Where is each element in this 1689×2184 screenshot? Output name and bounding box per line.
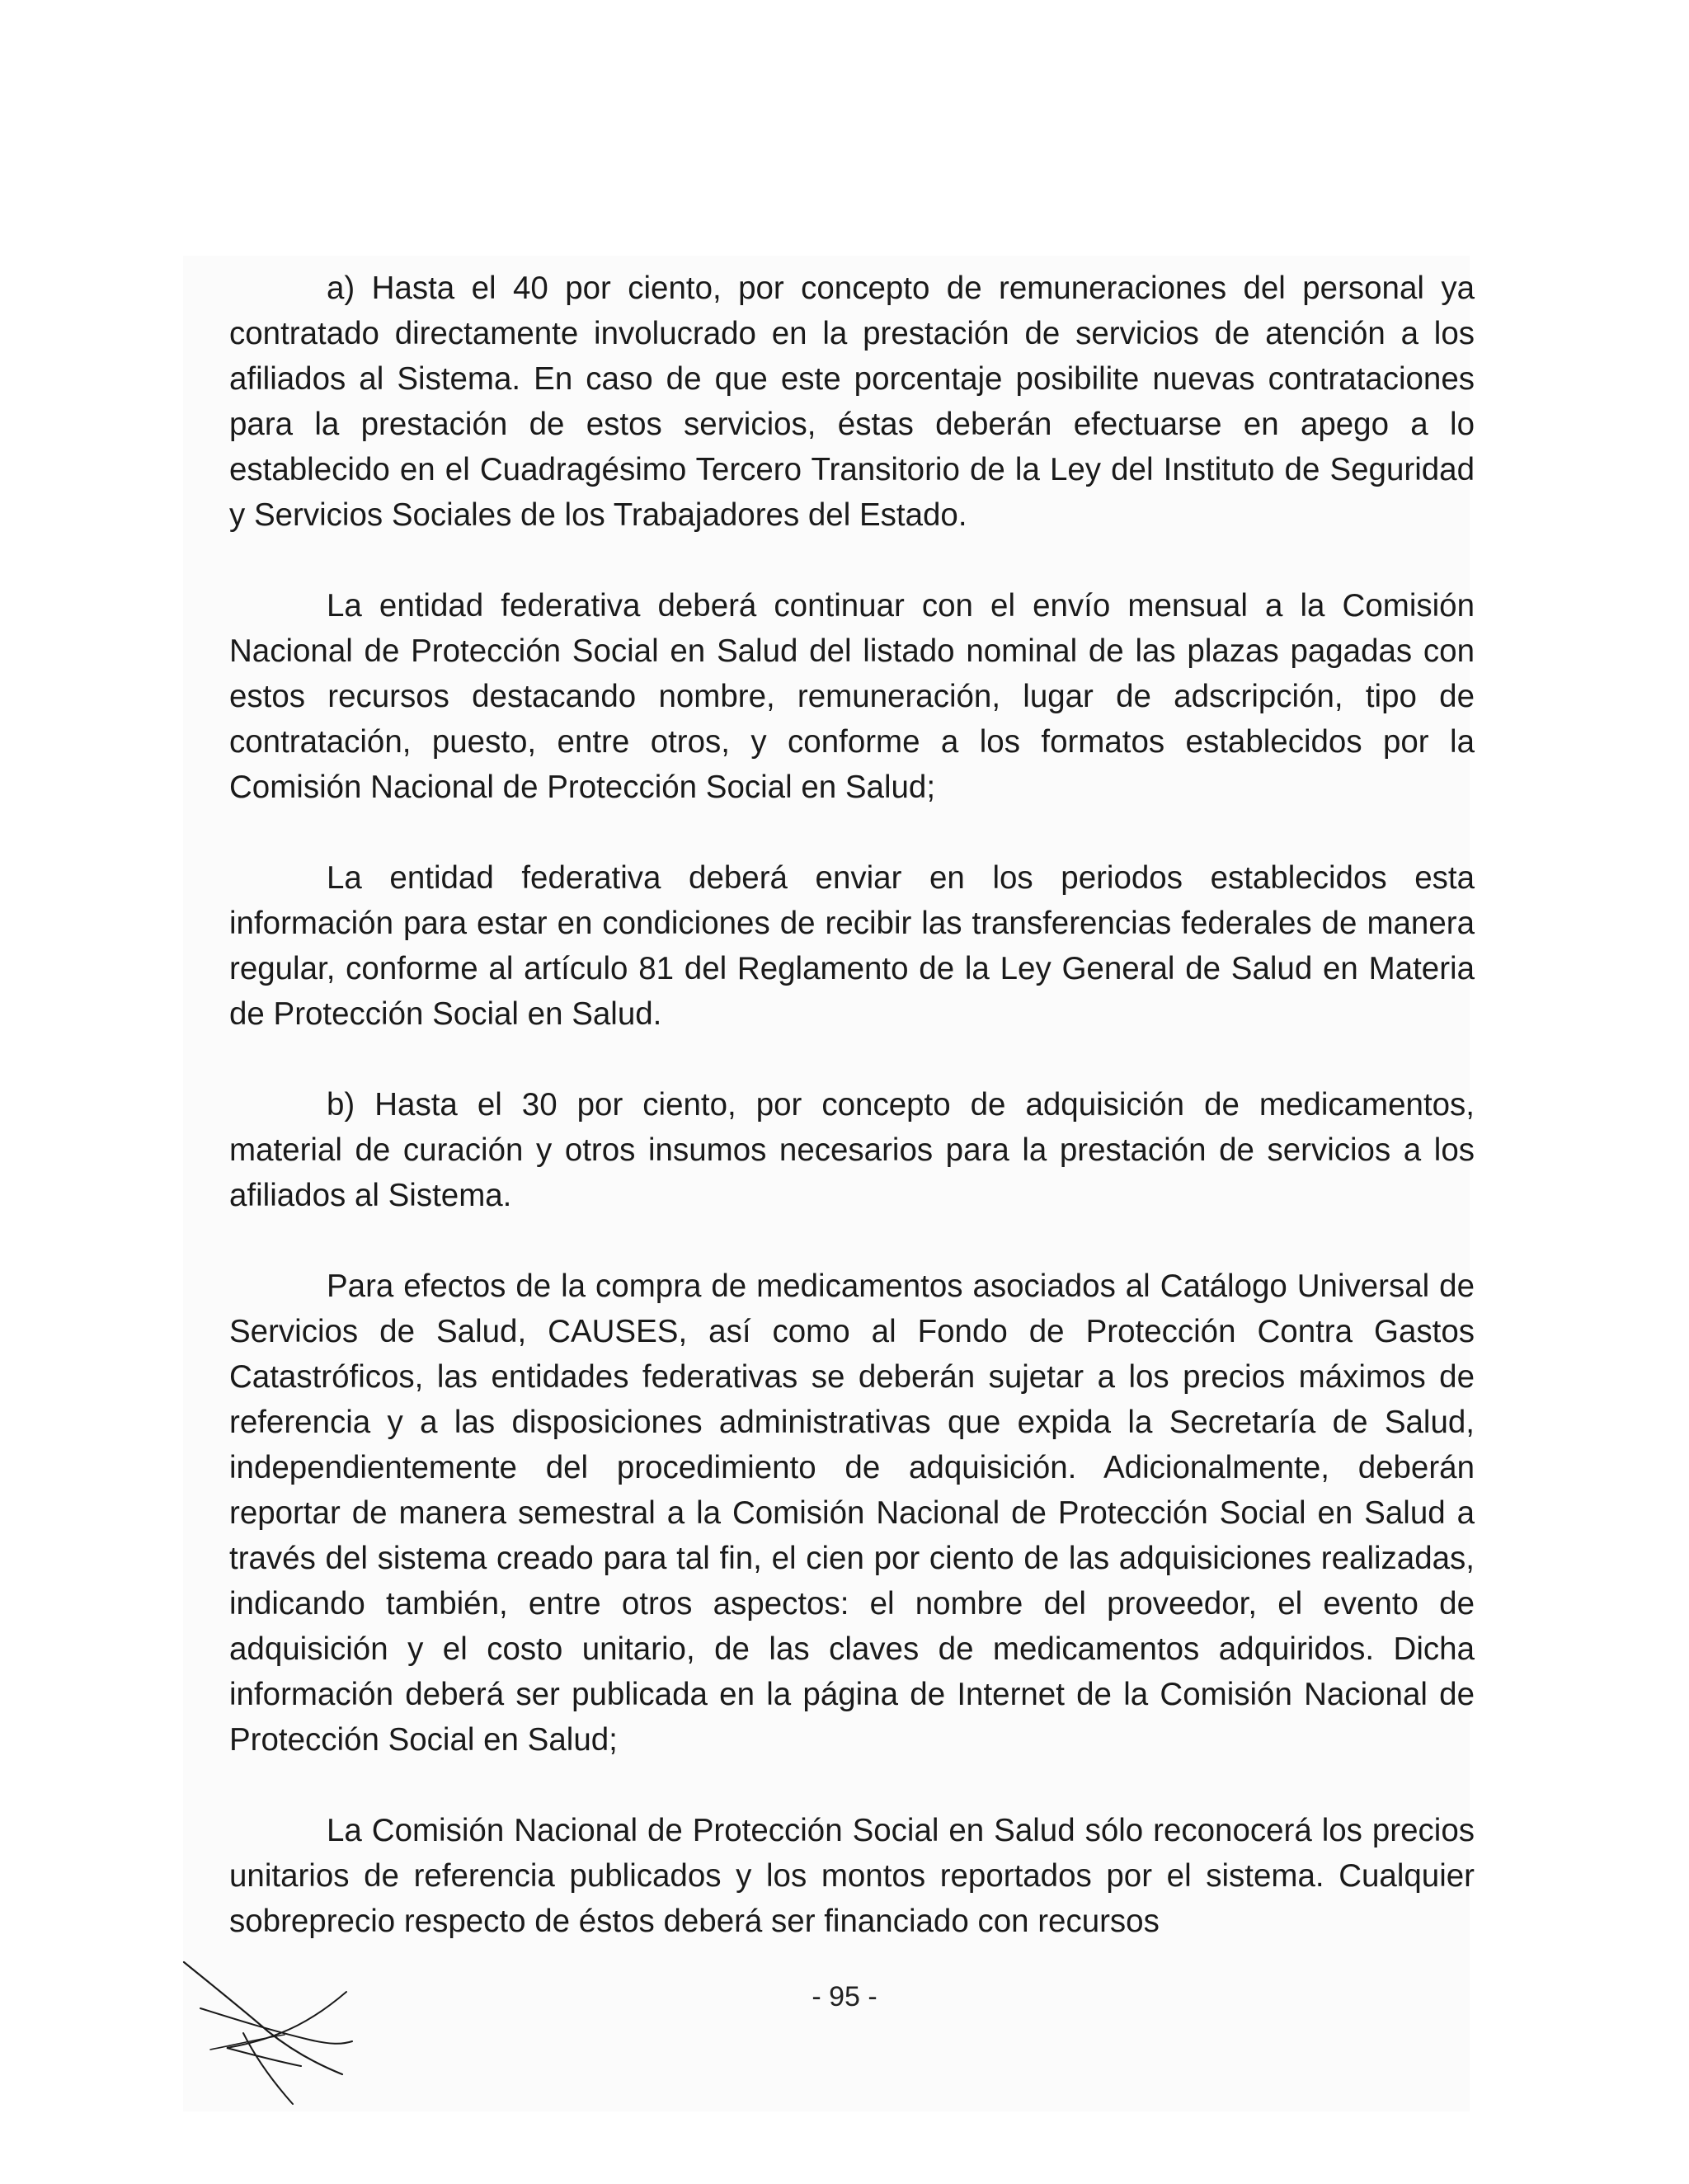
page-number: - 95 -: [812, 1981, 877, 2012]
paragraph-compra-medicamentos: Para efectos de la compra de medicamentos asociados al Catálogo Universal de Servicios de Salud, CAUSES, así como al Fondo de Protección Contra Gastos Catastróficos, las entidades federativas se deberán sujetar a los precios máximos de referencia y a las disposiciones administrativas que expida la Secretaría de Salud, independientemente del procedimiento de adquisición. Adicionalmente, deberán reportar de manera semestral a la Comisión Nacional de Protección Social en Salud a través del sistema creado para tal fin, el cien por ciento de las adquisiciones realizadas, indicando también, entre otros aspectos: el nombre del proveedor, el evento de adquisición y el costo unitario, de las claves de medicamentos adquiridos. Dicha información deberá ser publicada en la página de Internet de la Comisión Nacional de Protección Social en Salud;: [229, 1269, 1475, 1758]
paragraph-b-medicamentos: b) Hasta el 30 por ciento, por concepto de adquisición de medicamentos, material de curación y otros insumos necesarios para la prestación de servicios a los afiliados al Sistema.: [229, 1087, 1475, 1213]
paragraph-envio-mensual: La entidad federativa deberá continuar con el envío mensual a la Comisión Nacional de Protección Social en Salud del listado nominal de las plazas pagadas con estos recursos destacando nombre, remuneración, lugar de adscripción, tipo de contratación, puesto, entre otros, y conforme a los formatos establecidos por la Comisión Nacional de Protección Social en Salud;: [229, 588, 1475, 805]
paragraph-precios-referencia: La Comisión Nacional de Protección Social en Salud sólo reconocerá los precios unitarios de referencia publicados y los montos reportados por el sistema. Cualquier sobreprecio respecto de éstos deberá ser financiado con recursos: [229, 1813, 1475, 1939]
paragraph-periodos-establecidos: La entidad federativa deberá enviar en los periodos establecidos esta información para estar en condiciones de recibir las transferencias federales de manera regular, conforme al artículo 81 del Reglamento de la Ley General de Salud en Materia de Protección Social en Salud.: [229, 860, 1475, 1032]
paragraph-a-remuneraciones: a) Hasta el 40 por ciento, por concepto de remuneraciones del personal ya contratado directamente involucrado en la prestación de servicios de atención a los afiliados al Sistema. En caso de que este porcentaje posibilite nuevas contrataciones para la prestación de estos servicios, éstas deberán efectuarse en apego a lo establecido en el Cuadragésimo Tercero Transitorio de la Ley del Instituto de Seguridad y Servicios Sociales de los Trabajadores del Estado.: [229, 271, 1475, 533]
body-text: [229, 266, 1475, 1944]
